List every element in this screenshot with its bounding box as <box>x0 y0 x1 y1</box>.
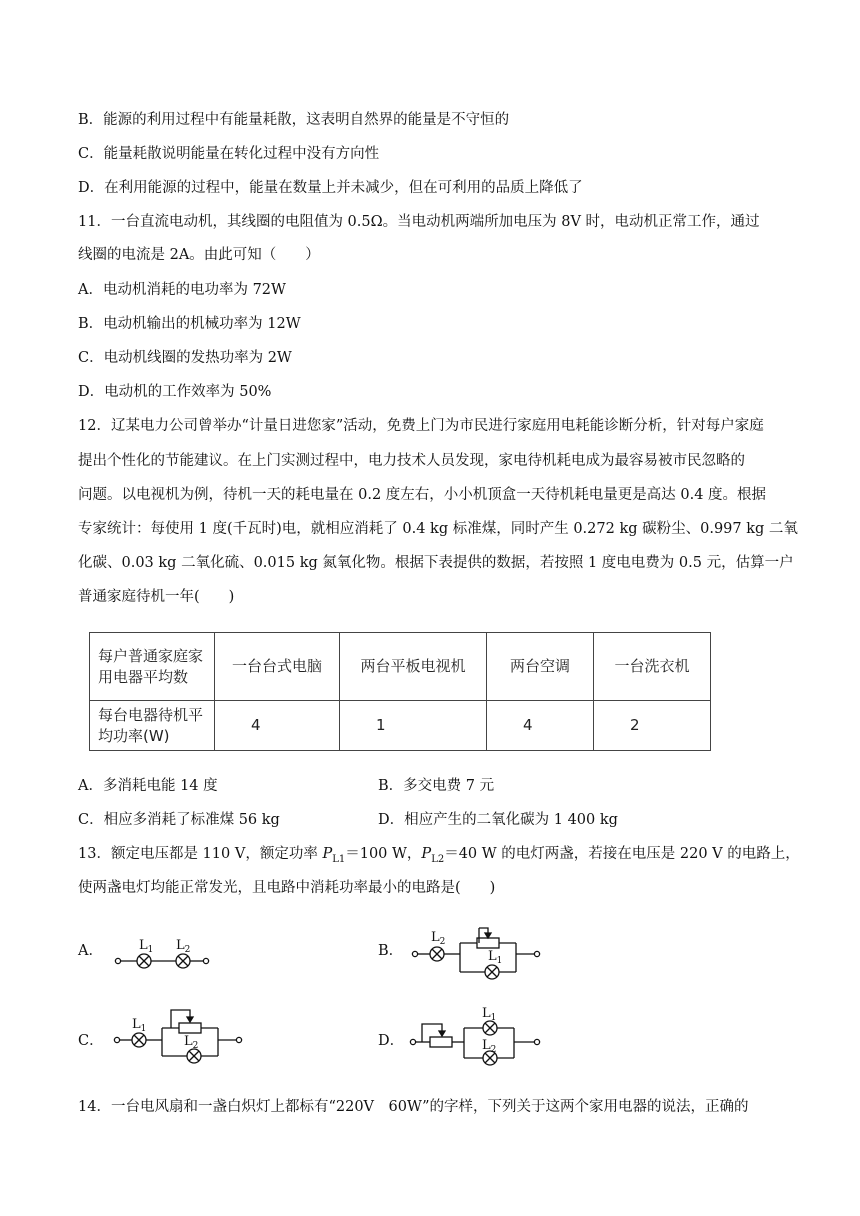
q10-option-d: D．在利用能源的过程中，能量在数量上并未减少，但在可利用的品质上降低了 <box>78 180 583 196</box>
q13-text-c: ＝40 W 的电灯两盏，若接在电压是 220 V 的电路上， <box>444 846 800 862</box>
circuit-c-diagram <box>112 1004 244 1070</box>
table-cell: 1 <box>340 701 487 751</box>
q11-option-d: D．电动机的工作效率为 50% <box>78 384 272 400</box>
q13-option-c-label: C． <box>78 1033 104 1049</box>
q12-option-d: D．相应产生的二氧化碳为 1 400 kg <box>378 812 618 828</box>
q10-option-b: B．能源的利用过程中有能量耗散，这表明自然界的能量是不守恒的 <box>78 112 510 128</box>
q12-stem-line5: 化碳、0.03 kg 二氧化硫、0.015 kg 氮氧化物。根据下表提供的数据，若按照 1 度电电费为 0.5 元，估算一户 <box>78 555 794 571</box>
q11-stem-line1: 11．一台直流电动机，其线圈的电阻值为 0.5Ω。当电动机两端所加电压为 8V 时，电动机正常工作，通过 <box>78 214 760 230</box>
q12-option-b: B．多交电费 7 元 <box>378 778 495 794</box>
circuit-a-diagram <box>112 928 212 976</box>
q11-option-c: C．电动机线圈的发热功率为 2W <box>78 350 292 366</box>
table-header-cell: 两台平板电视机 <box>340 633 487 701</box>
q12-stem-line3: 问题。以电视机为例，待机一天的耗电量在 0.2 度左右，小小机顶盒一天待机耗电量更是高达 0.4 度。根据 <box>78 487 767 503</box>
q10-option-c: C．能量耗散说明能量在转化过程中没有方向性 <box>78 146 380 162</box>
q13-stem-line2: 使两盏电灯均能正常发光，且电路中消耗功率最小的电路是( ) <box>78 880 496 896</box>
q12-stem-line4: 专家统计：每使用 1 度(千瓦时)电，就相应消耗了 0.4 kg 标准煤，同时产生 0.272 kg 碳粉尘、0.997 kg 二氧 <box>78 521 798 537</box>
table-header-cell: 一台洗衣机 <box>594 633 711 701</box>
q13-text-a: 13．额定电压都是 110 V，额定功率 <box>78 846 323 862</box>
q13-option-b-label: B． <box>378 943 404 959</box>
lamp-l2-label: $L_2$ <box>482 1038 497 1055</box>
q11-stem-line2: 线圈的电流是 2A。由此可知（ ） <box>78 247 320 263</box>
lamp-l1-label: $L_1$ <box>488 949 503 966</box>
q13-text-b: ＝100 W， <box>345 846 422 862</box>
q13-option-a-label: A． <box>78 943 103 959</box>
appliance-standby-table <box>89 632 711 751</box>
q11-option-a: A．电动机消耗的电功率为 72W <box>78 282 286 298</box>
table-cell: 4 <box>215 701 340 751</box>
q14-stem-line1: 14．一台电风扇和一盏白炽灯上都标有“220V 60W”的字样，下列关于这两个家用电器的说法，正确的 <box>78 1099 749 1115</box>
symbol-p: P <box>421 846 432 862</box>
subscript-l1: L1 <box>332 853 346 865</box>
table-cell: 4 <box>487 701 594 751</box>
table-header-cell: 两台空调 <box>487 633 594 701</box>
q12-option-c: C．相应多消耗了标准煤 56 kg <box>78 812 280 828</box>
table-cell: 2 <box>594 701 711 751</box>
q12-option-a: A．多消耗电能 14 度 <box>78 778 218 794</box>
lamp-l2-label: $L_2$ <box>431 930 446 947</box>
symbol-p: P <box>322 846 333 862</box>
lamp-l2-label: $L_2$ <box>176 938 191 955</box>
lamp-l1-label: $L_1$ <box>482 1006 497 1023</box>
q12-stem-line6: 普通家庭待机一年( ) <box>78 589 235 605</box>
subscript-l2: L2 <box>431 853 445 865</box>
lamp-l1-label: $L_1$ <box>139 938 154 955</box>
q12-stem-line2: 提出个性化的节能建议。在上门实测过程中，电力技术人员发现，家电待机耗电成为最容易被市民忽略的 <box>78 453 745 469</box>
circuit-b-diagram <box>410 916 542 982</box>
q11-option-b: B．电动机输出的机械功率为 12W <box>78 316 301 332</box>
circuit-d-diagram <box>408 1004 544 1070</box>
table-header-cell: 每户普通家庭家用电器平均数 <box>90 633 215 701</box>
lamp-l1-label: $L_1$ <box>132 1017 147 1034</box>
table-header-cell: 一台台式电脑 <box>215 633 340 701</box>
q13-stem-line1 <box>78 844 800 870</box>
lamp-l2-label: $L_2$ <box>184 1034 199 1051</box>
q12-stem-line1: 12．辽某电力公司曾举办“计量日进您家”活动，免费上门为市民进行家庭用电耗能诊断分析，针对每户家庭 <box>78 418 764 434</box>
table-row-label: 每台电器待机平均功率(W) <box>90 701 215 751</box>
q13-option-d-label: D． <box>378 1033 405 1049</box>
